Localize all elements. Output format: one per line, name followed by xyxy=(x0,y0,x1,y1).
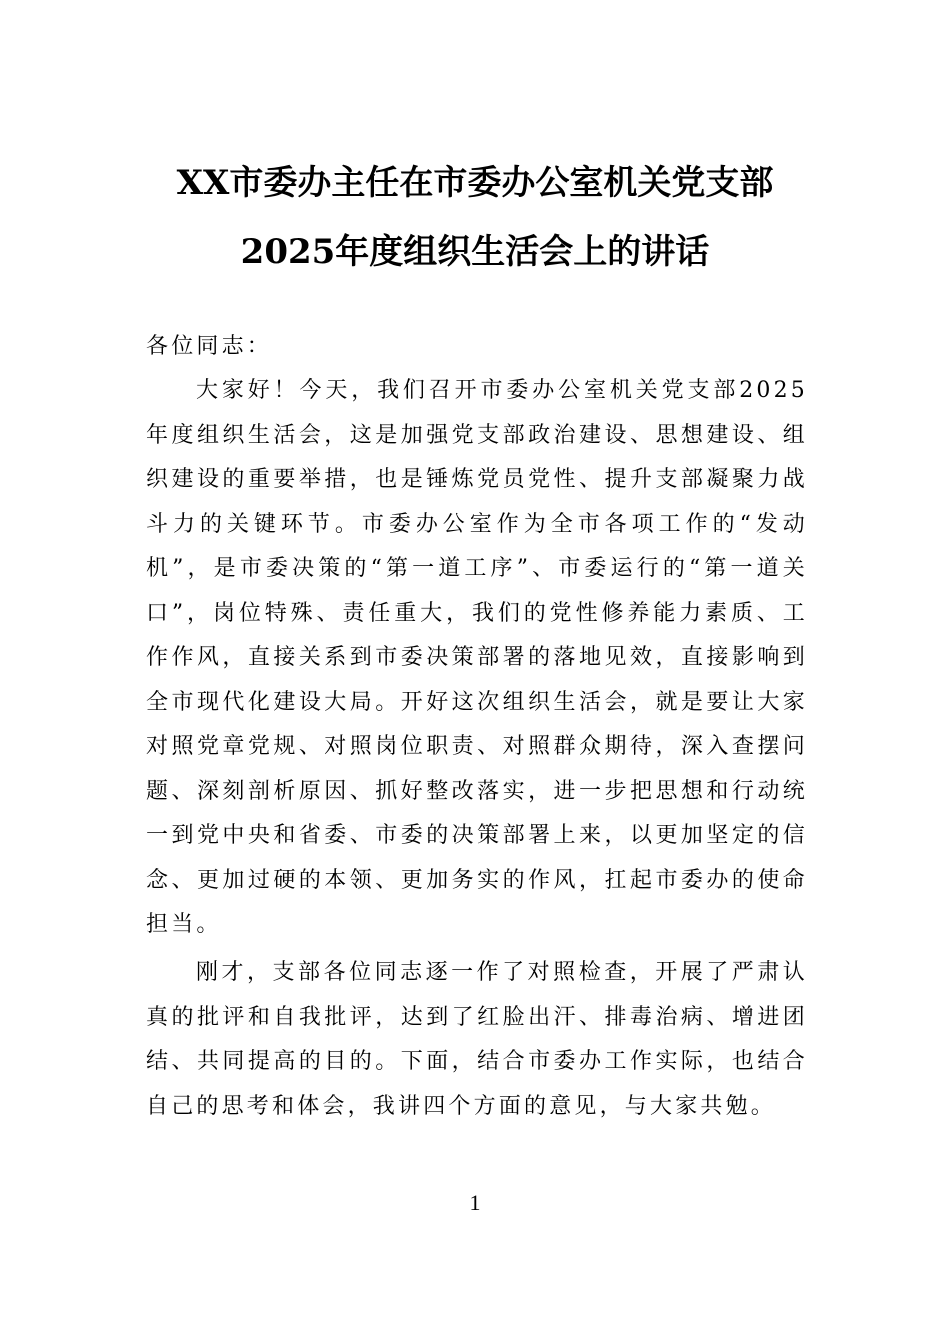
document-title-line-1: XX市委办主任在市委办公室机关党支部 xyxy=(176,163,774,203)
page-number: 1 xyxy=(469,1190,481,1215)
paragraph-transition: 刚才，支部各位同志逐一作了对照检查，开展了严肃认真的批评和自我批评，达到了红脸出汗、排毒治病、增进团结、共同提高的目的。下面，结合市委办工作实际，也结合自己的思考和体会，我讲四个方面的意见，与大家共勉。 xyxy=(146,960,808,1119)
document-title-line-2: 2025年度组织生活会上的讲话 xyxy=(240,232,710,272)
salutation: 各位同志： xyxy=(146,334,273,359)
paragraph-opening: 大家好！今天，我们召开市委办公室机关党支部2025年度组织生活会，这是加强党支部政治建设、思想建设、组织建设的重要举措，也是锤炼党员党性、提升支部凝聚力战斗力的关键环节。市委办公室作为全市各项工作的“发动机”，是市委决策的“第一道工序”、市委运行的“第一道关口”，岗位特殊、责任重大，我们的党性修养能力素质、工作作风，直接关系到市委决策部署的落地见效，直接影响到全市现代化建设大局。开好这次组织生活会，就是要让大家对照党章党规、对照岗位职责、对照群众期待，深入查摆问题、深刻剖析原因、抓好整改落实，进一步把思想和行动统一到党中央和省委、市委的决策部署上来，以更加坚定的信念、更加过硬的本领、更加务实的作风，扛起市委办的使命担当。 xyxy=(146,378,808,937)
